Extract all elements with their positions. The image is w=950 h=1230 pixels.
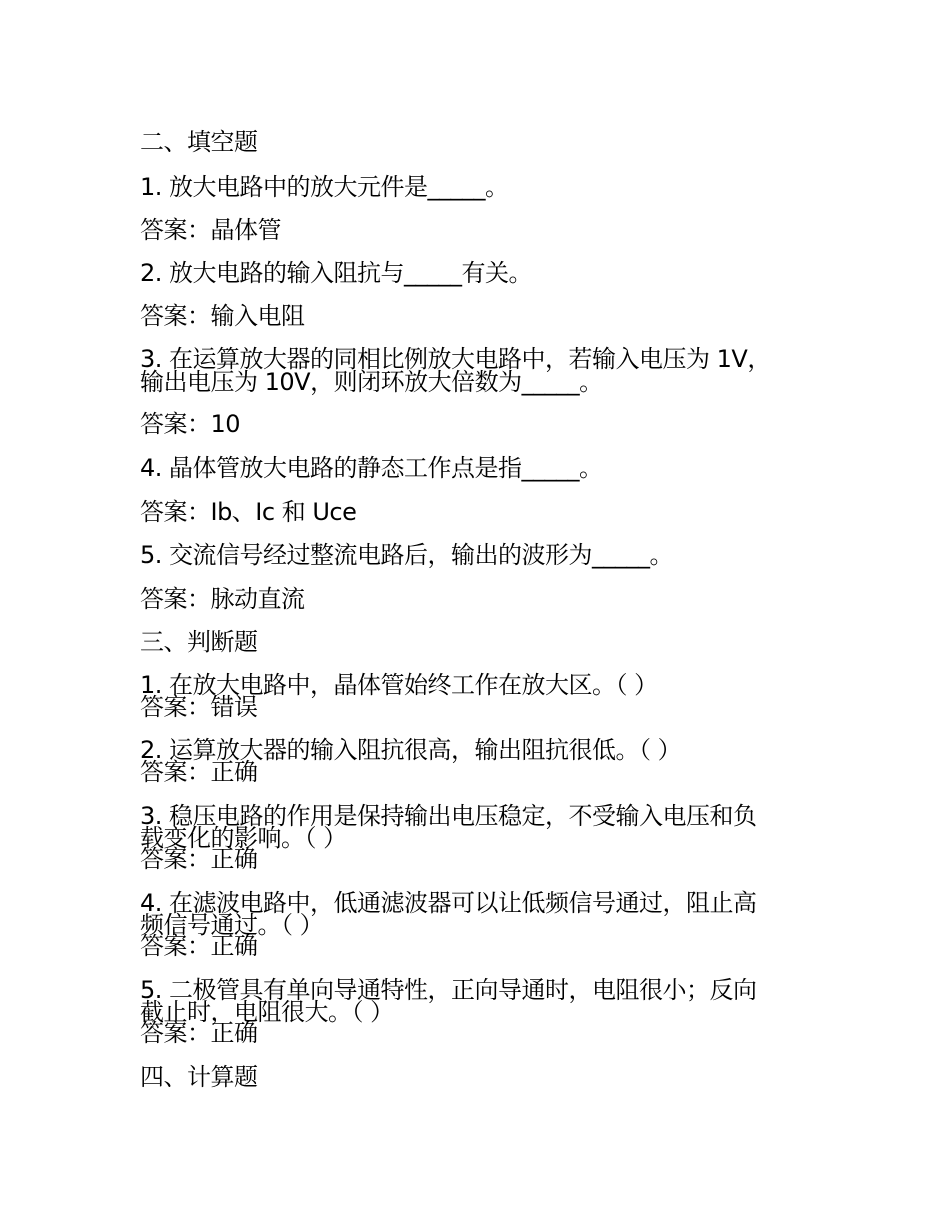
fill-blank-question-3-line-2: 输出电压为 10V，则闭环放大倍数为_____。 xyxy=(140,368,603,396)
true-false-question-3-line-1: 3. 稳压电路的作用是保持输出电压稳定，不受输入电压和负 xyxy=(140,802,757,830)
fill-blank-question-5: 5. 交流信号经过整流电路后，输出的波形为_____。 xyxy=(140,541,674,569)
true-false-question-4-line-1: 4. 在滤波电路中，低通滤波器可以让低频信号通过，阻止高 xyxy=(140,889,757,917)
true-false-answer-4: 答案：正确 xyxy=(140,932,258,960)
fill-blank-answer-1: 答案：晶体管 xyxy=(140,216,281,244)
true-false-question-5-line-1: 5. 二极管具有单向导通特性，正向导通时，电阻很小；反向 xyxy=(140,976,757,1004)
true-false-answer-2: 答案：正确 xyxy=(140,758,258,786)
fill-blank-question-4: 4. 晶体管放大电路的静态工作点是指_____。 xyxy=(140,454,603,482)
section-3-title: 三、判断题 xyxy=(140,628,258,656)
fill-blank-question-1: 1. 放大电路中的放大元件是_____。 xyxy=(140,173,509,201)
fill-blank-answer-5: 答案：脉动直流 xyxy=(140,585,305,613)
true-false-question-2: 2. 运算放大器的输入阻抗很高，输出阻抗很低。（ ） xyxy=(140,736,682,764)
section-2-title: 二、填空题 xyxy=(140,128,258,156)
true-false-question-5-line-2: 截止时，电阻很大。（ ） xyxy=(140,998,394,1026)
true-false-question-1: 1. 在放大电路中，晶体管始终工作在放大区。（ ） xyxy=(140,671,658,699)
true-false-question-4-line-2: 频信号通过。（ ） xyxy=(140,911,324,939)
section-4-title: 四、计算题 xyxy=(140,1063,258,1091)
true-false-answer-5: 答案：正确 xyxy=(140,1019,258,1047)
fill-blank-answer-2: 答案：输入电阻 xyxy=(140,302,305,330)
fill-blank-question-2: 2. 放大电路的输入阻抗与_____有关。 xyxy=(140,259,533,287)
fill-blank-question-3-line-1: 3. 在运算放大器的同相比例放大电路中，若输入电压为 1V， xyxy=(140,345,771,373)
fill-blank-answer-3: 答案：10 xyxy=(140,410,241,438)
fill-blank-answer-4: 答案：Ib、Ic 和 Uce xyxy=(140,498,357,526)
true-false-answer-3: 答案：正确 xyxy=(140,845,258,873)
true-false-question-3-line-2: 载变化的影响。（ ） xyxy=(140,824,347,852)
true-false-answer-1: 答案：错误 xyxy=(140,693,258,721)
